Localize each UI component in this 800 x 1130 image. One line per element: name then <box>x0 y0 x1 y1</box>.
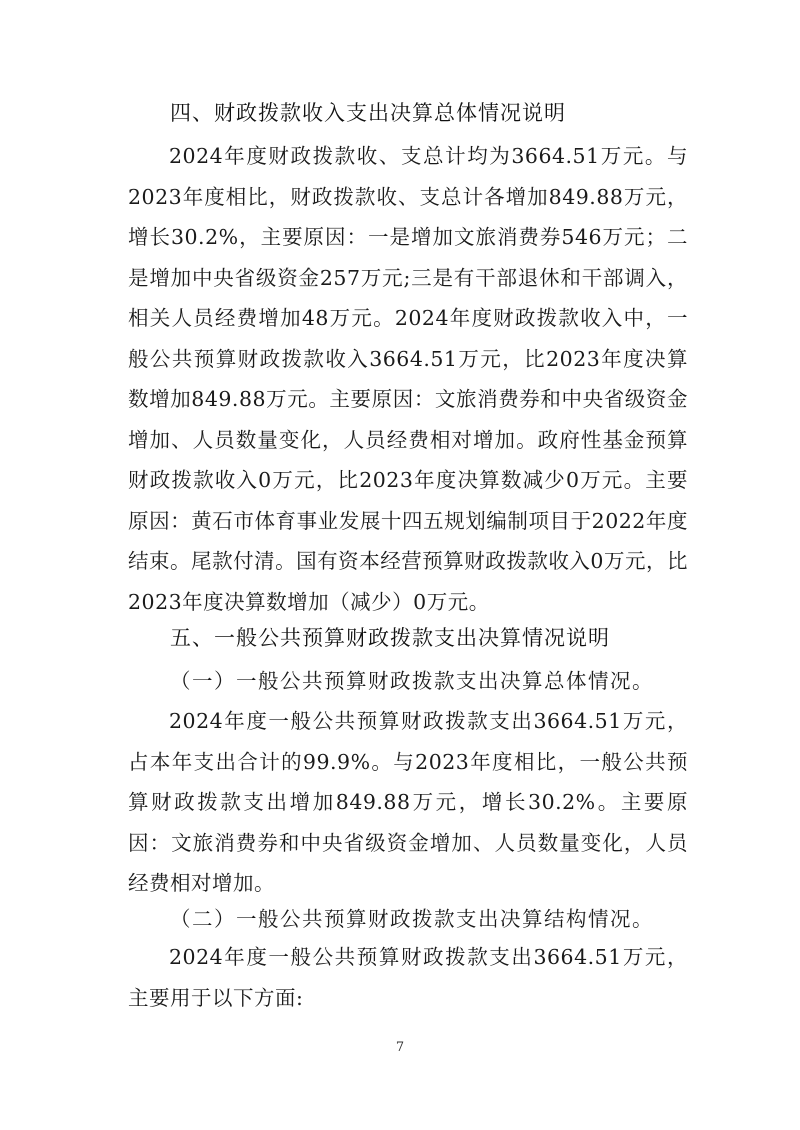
page-number: 7 <box>395 1040 405 1055</box>
section-5-sub1-paragraph: 2024年度一般公共预算财政拨款支出3664.51万元，占本年支出合计的99.9%。与2023年度相比，一般公共预算财政拨款支出增加849.88万元，增长30.2%。主要原因：文旅消费券和中央省级资金增加、人员数量变化，人员经费相对增加。 <box>128 709 688 895</box>
section-5-sub1-title: （一）一般公共预算财政拨款支出决算总体情况。 <box>170 669 654 693</box>
section-4-heading: 四、财政拨款收入支出决算总体情况说明 <box>170 101 566 125</box>
section-5-sub2-title: （二）一般公共预算财政拨款支出决算结构情况。 <box>170 907 654 931</box>
section-4-paragraph: 2024年度财政拨款收、支总计均为3664.51万元。与2023年度相比，财政拨款收、支总计各增加849.88万元，增长30.2%，主要原因：一是增加文旅消费券546万元；二是增加中央省级资金257万元;三是有干部退休和干部调入，相关人员经费增加48万元。2024年度财政拨款收入中，一般公共预算财政拨款收入3664.51万元，比2023年度决算数增加849.88万元。主要原因：文旅消费券和中央省级资金增加、人员数量变化，人员经费相对增加。政府性基金预算财政拨款收入0万元，比2023年度决算数减少0万元。主要原因：黄石市体育事业发展十四五规划编制项目于2022年度结束。尾款付清。国有资本经营预算财政拨款收入0万元，比2023年度决算数增加（减少）0万元。 <box>128 144 688 614</box>
section-5-heading: 五、一般公共预算财政拨款支出决算情况说明 <box>170 626 610 650</box>
section-5-sub2-paragraph: 2024年度一般公共预算财政拨款支出3664.51万元，主要用于以下方面: <box>128 945 688 1010</box>
